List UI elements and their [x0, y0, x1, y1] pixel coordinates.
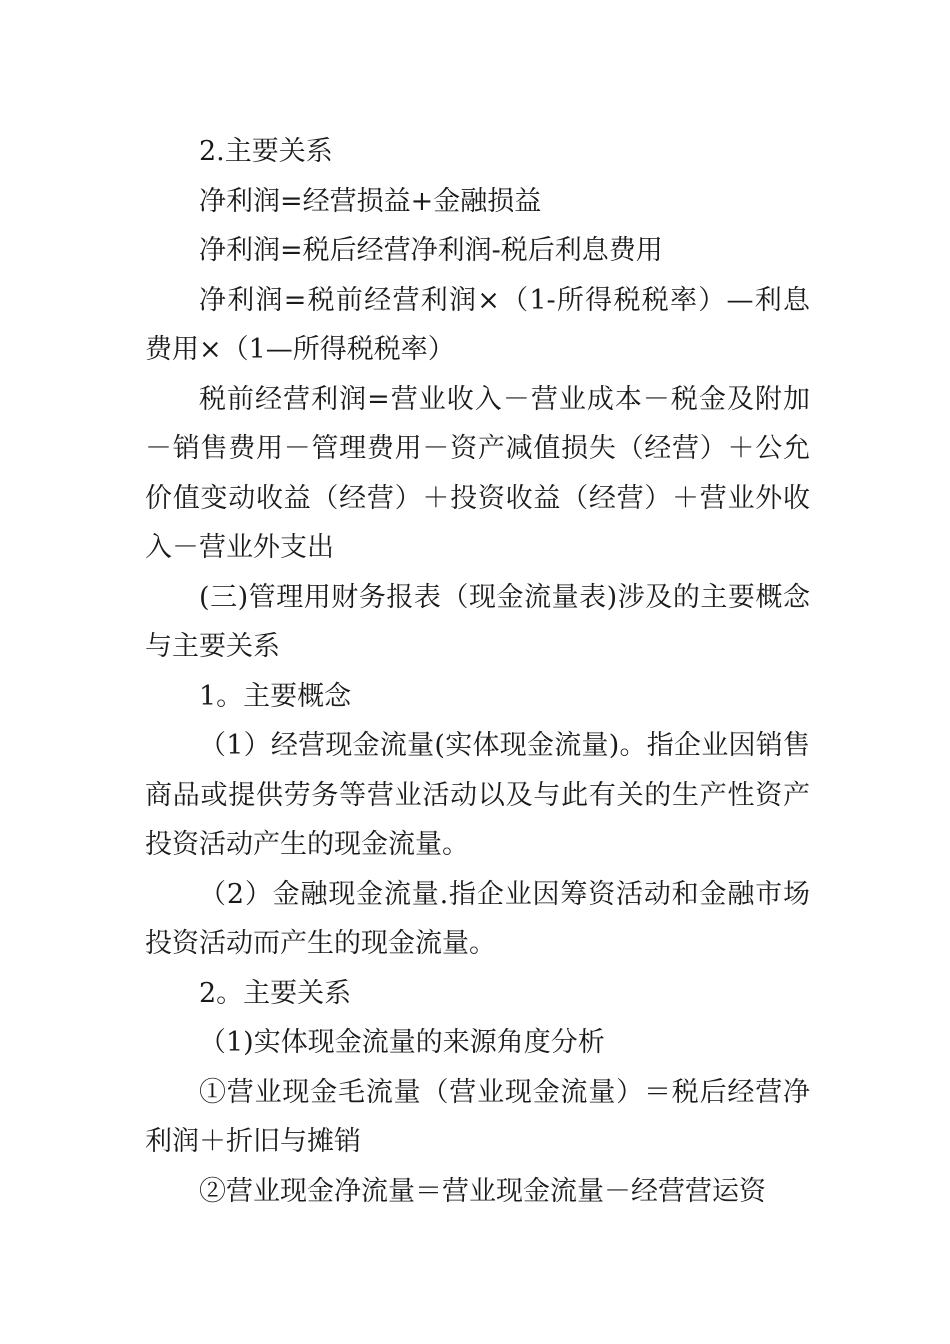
subheading-entity-cash-flow-source: （1)实体现金流量的来源角度分析: [199, 1027, 605, 1058]
formula-pretax-operating-profit: 税前经营利润=营业收入－营业成本－税金及附加－销售费用－管理费用－资产减值损失（经营）＋公允价值变动收益（经营）＋投资收益（经营）＋营业外收入－营业外支出: [145, 383, 810, 563]
formula-gross-operating-cash-flow: ①营业现金毛流量（营业现金流量）＝税后经营净利润＋折旧与摊销: [145, 1076, 810, 1157]
formula-net-profit-3: 净利润=税前经营利润×（1-所得税税率）—利息费用×（1—所得税税率）: [145, 284, 810, 365]
concept-financial-cash-flow: （2）金融现金流量.指企业因筹资活动和金融市场投资活动而产生的现金流量。: [145, 878, 810, 959]
formula-net-operating-cash-flow: ②营业现金净流量＝营业现金流量－经营营运资: [199, 1175, 766, 1207]
section-heading-cash-flow: (三)管理用财务报表（现金流量表)涉及的主要概念与主要关系: [145, 581, 810, 662]
heading-main-relations-2: 2。主要关系: [199, 977, 352, 1009]
document-body: [145, 127, 810, 1216]
formula-net-profit-2: 净利润=税后经营净利润-税后利息费用: [199, 235, 663, 266]
heading-main-concepts: 1。主要概念: [199, 680, 352, 712]
heading-main-relations: 2.主要关系: [199, 136, 333, 167]
concept-operating-cash-flow: （1）经营现金流量(实体现金流量)。指企业因销售商品或提供劳务等营业活动以及与此有关的生产性资产投资活动产生的现金流量。: [145, 730, 810, 860]
formula-net-profit-1: 净利润=经营损益+金融损益: [199, 185, 542, 217]
